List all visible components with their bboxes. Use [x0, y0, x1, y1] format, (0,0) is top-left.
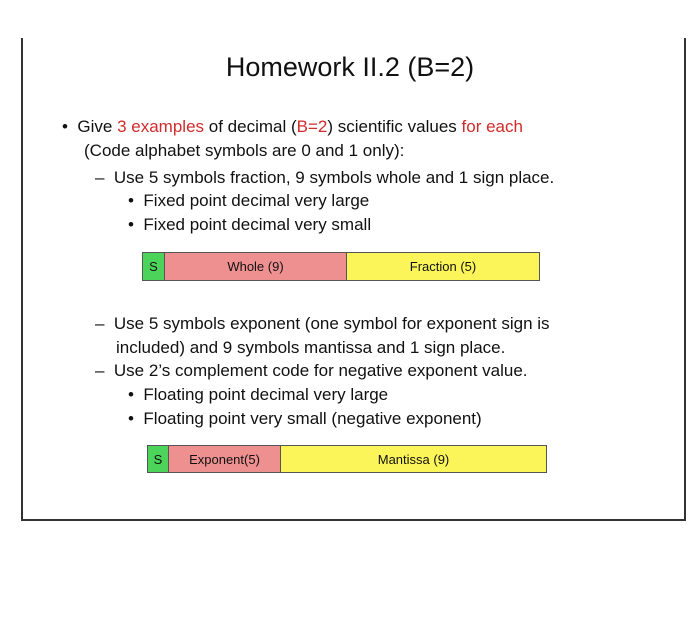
mantissa-field: Mantissa (9) [281, 446, 546, 472]
floating-dash2: – Use 2’s complement code for negative exponent value. [95, 361, 528, 380]
floating-point-format-bar [147, 445, 547, 473]
fixed-point-format-bar [142, 252, 540, 281]
fraction-field: Fraction (5) [347, 253, 539, 280]
sign-field: S [143, 253, 165, 280]
whole-field: Whole (9) [165, 253, 347, 280]
bullet-main: • Give 3 examples of decimal (B=2) scientific values for each [62, 117, 523, 136]
slide-title: Homework II.2 (B=2) [225, 52, 475, 82]
fixed-sub2: • Fixed point decimal very small [128, 215, 372, 234]
floating-sub2: • Floating point very small (negative exponent) [128, 409, 482, 428]
sign-field: S [148, 446, 169, 472]
floating-dash1-line2: included) and 9 symbols mantissa and 1 sign place. [116, 338, 506, 357]
bullet-main-line2: (Code alphabet symbols are 0 and 1 only): [84, 141, 405, 160]
floating-sub1: • Floating point decimal very large [128, 385, 389, 404]
fixed-sub1: • Fixed point decimal very large [128, 191, 370, 210]
exponent-field: Exponent(5) [169, 446, 281, 472]
floating-dash1: – Use 5 symbols exponent (one symbol for exponent sign is [95, 314, 550, 333]
fixed-dash: – Use 5 symbols fraction, 9 symbols whole and 1 sign place. [95, 168, 555, 187]
